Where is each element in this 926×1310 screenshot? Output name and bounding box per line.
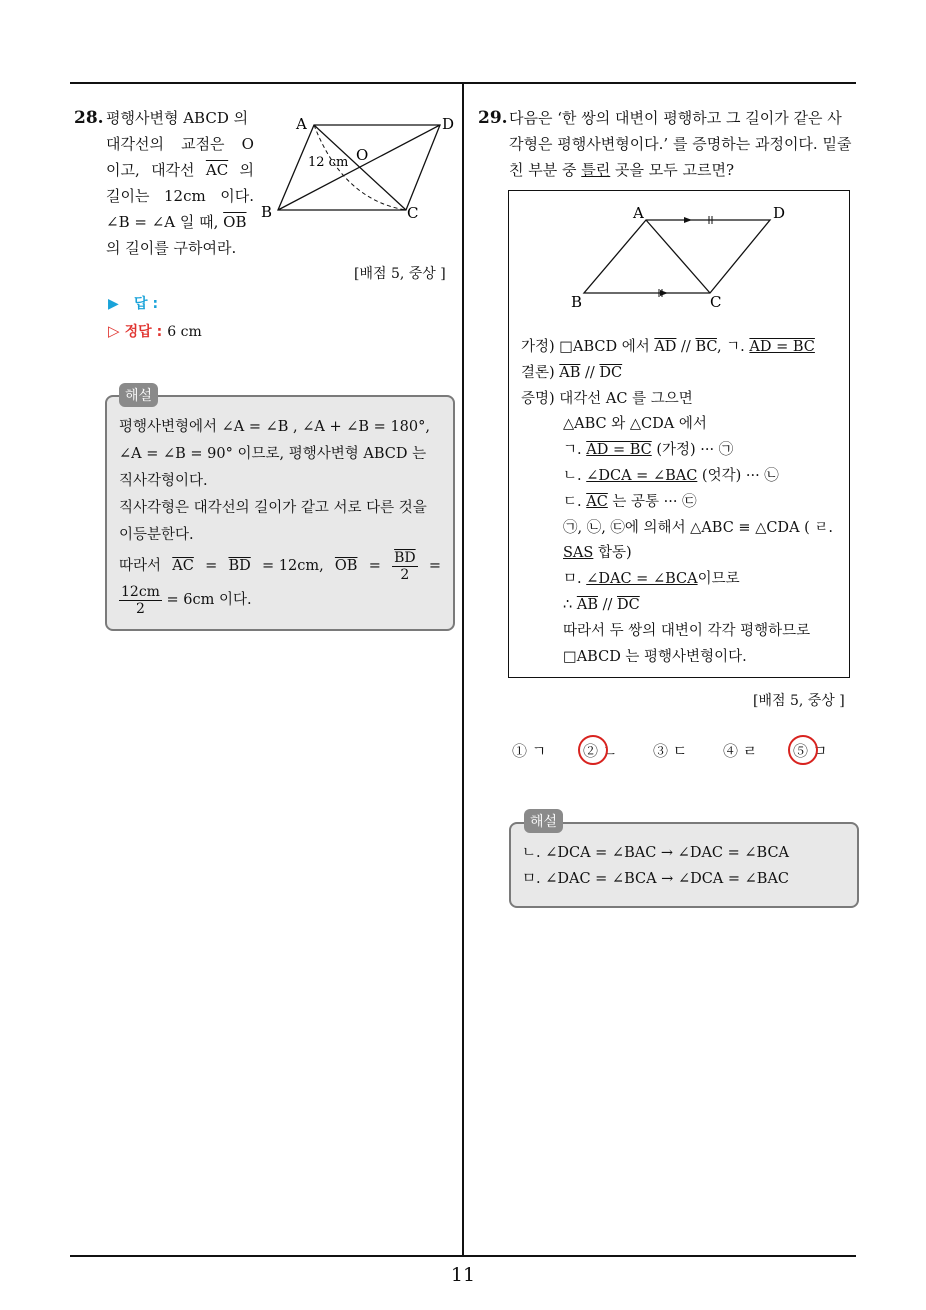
q28-line-4: 길이는 12cm 이다. bbox=[106, 187, 254, 205]
q29-proof-therefore: ∴ $\overline{AB} // \overline{DC}$ bbox=[563, 596, 640, 613]
q29-proof-assumption: 가정) □ABCD 에서 $\overline{AD} // \overline{BC}$, ㄱ. AD = BC bbox=[521, 339, 815, 355]
q28-expl-line-2: ∠A = ∠B = 90° 이므로, 평행사변형 ABCD 는 bbox=[119, 446, 427, 462]
q29-proof-body bbox=[521, 412, 833, 670]
q28-correct-row bbox=[108, 321, 202, 341]
q28-label-b: B bbox=[261, 203, 273, 221]
q29-answer-circle-5 bbox=[788, 735, 818, 765]
q29-proof-line-13: □ABCD 는 평행사변형이다. bbox=[563, 648, 747, 665]
q28-line-5: ∠B = ∠A 일 때, $\overline{OB}$ bbox=[106, 213, 247, 231]
bottom-rule bbox=[70, 1255, 856, 1257]
q29-choice-2[interactable]: ② ㄴ bbox=[583, 742, 618, 760]
q28-diagonal-bd bbox=[278, 125, 440, 210]
q28-explanation-tag: 해설 bbox=[119, 383, 158, 407]
q28-line-6: 의 길이를 구하여라. bbox=[106, 239, 237, 257]
q29-expl-line-2: ㅁ. ∠DAC = ∠BCA → ∠DCA = ∠BAC bbox=[522, 871, 790, 887]
q29-choice-3[interactable]: ③ ㄷ bbox=[653, 742, 688, 760]
q28-label-d: D bbox=[442, 115, 455, 133]
q29-number: 29. bbox=[478, 108, 508, 128]
q29-proof-line-12: 따라서 두 쌍의 대변이 각각 평행하므로 bbox=[563, 622, 811, 639]
q29-explanation-tag: 해설 bbox=[524, 809, 563, 833]
q28-fraction-bd-over-2: $\frac{\overline{BD}}{2}$ bbox=[394, 549, 416, 583]
q28-correct-value: 6 cm bbox=[167, 324, 202, 340]
q28-expl-line-7: $\frac{12cm}{2}$ = 6cm 이다. bbox=[121, 583, 252, 617]
q29-line-1: 다음은 ‘한 쌍의 대변이 평행하고 그 길이가 같은 사 bbox=[509, 109, 842, 127]
q29-arrow-bc bbox=[660, 290, 668, 296]
q28-question bbox=[106, 105, 254, 261]
column-divider bbox=[462, 84, 464, 1256]
q28-answer-label: 답 : bbox=[134, 296, 159, 312]
q28-expl-line-3: 직사각형이다. bbox=[119, 473, 208, 489]
q28-expl-line-5: 이등분한다. bbox=[119, 527, 194, 543]
q28-number: 28. bbox=[74, 108, 104, 128]
q28-score: [배점 5, 중상 ] bbox=[354, 266, 446, 282]
q29-label-b: B bbox=[571, 293, 583, 311]
q29-label-c: C bbox=[710, 293, 722, 311]
q29-proof-conclusion: 결론) $\overline{AB} // \overline{DC}$ bbox=[521, 364, 623, 381]
q29-choice-1[interactable]: ① ㄱ bbox=[512, 742, 547, 760]
q29-proof-step-rieul: SAS 합동) bbox=[563, 545, 632, 562]
q29-proof-step-mieum: ㅁ. ∠DAC = ∠BCA이므로 bbox=[563, 571, 740, 588]
q29-proof-text bbox=[521, 335, 833, 670]
q29-score: [배점 5, 중상 ] bbox=[753, 693, 845, 709]
q28-label-a: A bbox=[296, 115, 307, 133]
q29-proof-step-digeut: ㄷ. AC 는 공통 ··· ㉢ bbox=[563, 493, 697, 510]
correct-triangle-icon: ▷ bbox=[108, 322, 120, 340]
q28-line-2: 대각선의 교점은 O bbox=[106, 135, 254, 153]
q28-expl-line-4: 직사각형은 대각선의 길이가 같고 서로 다른 것을 bbox=[119, 500, 427, 516]
q29-proof-congruence: ㉠, ㉡, ㉢에 의해서 △ABC ≡ △CDA ( ㄹ. bbox=[563, 519, 834, 536]
q29-choice-5[interactable]: ⑤ ㅁ bbox=[793, 742, 828, 760]
q29-parallelogram bbox=[584, 220, 770, 293]
q28-label-length: 12 cm bbox=[308, 155, 349, 170]
q28-line-3: 이고, 대각선 $\overline{AC}$ 의 bbox=[106, 161, 254, 179]
q28-fraction-12cm-over-2: $\frac{12cm}{2}$ bbox=[121, 583, 160, 617]
q29-choice-4[interactable]: ④ ㄹ bbox=[723, 742, 758, 760]
q29-arrow-ad bbox=[684, 217, 692, 223]
q29-explanation-text bbox=[522, 840, 789, 892]
q29-label-a: A bbox=[633, 204, 644, 222]
q29-question bbox=[509, 105, 851, 183]
q29-parallelogram-diagram bbox=[560, 200, 800, 315]
q29-line-3: 친 부분 중 틀린 곳을 모두 고르면? bbox=[509, 161, 735, 179]
q28-answer-row bbox=[108, 293, 158, 313]
q29-diagonal-ac bbox=[646, 220, 710, 293]
q29-expl-line-1: ㄴ. ∠DCA = ∠BAC → ∠DAC = ∠BCA bbox=[522, 845, 790, 861]
q28-expl-line-6: 따라서 $\overline{AC}$ = $\overline{BD}$ = 12cm, $\overline{OB}$ = $\frac{\overline{BD}}{2}$ = bbox=[119, 549, 441, 583]
q28-label-o: O bbox=[356, 146, 369, 164]
q28-line-1: 평행사변형 ABCD 의 bbox=[106, 109, 249, 127]
q29-answer-circle-2 bbox=[578, 735, 608, 765]
q28-correct-label: 정답 : bbox=[124, 324, 163, 340]
q29-proof-step-giyeok: ㄱ. AD = BC (가정) ··· ㉠ bbox=[563, 442, 734, 459]
q28-explanation-text bbox=[119, 414, 441, 617]
q28-expl-line-1: 평행사변형에서 ∠A = ∠B , ∠A + ∠B = 180°, bbox=[119, 419, 430, 435]
q29-proof-start: 증명) 대각선 AC 를 그으면 bbox=[521, 390, 693, 407]
q29-label-d: D bbox=[773, 204, 786, 222]
q29-proof-line-4: △ABC 와 △CDA 에서 bbox=[563, 416, 707, 433]
q29-proof-step-nieun: ㄴ. ∠DCA = ∠BAC (엇각) ··· ㉡ bbox=[563, 467, 779, 484]
q29-line-2: 각형은 평행사변형이다.’ 를 증명하는 과정이다. 밑줄 bbox=[509, 135, 852, 153]
answer-triangle-icon: ▶ bbox=[108, 296, 119, 312]
q28-parallelogram-diagram bbox=[258, 110, 458, 228]
page-number: 11 bbox=[450, 1264, 476, 1286]
q28-label-c: C bbox=[407, 204, 419, 222]
